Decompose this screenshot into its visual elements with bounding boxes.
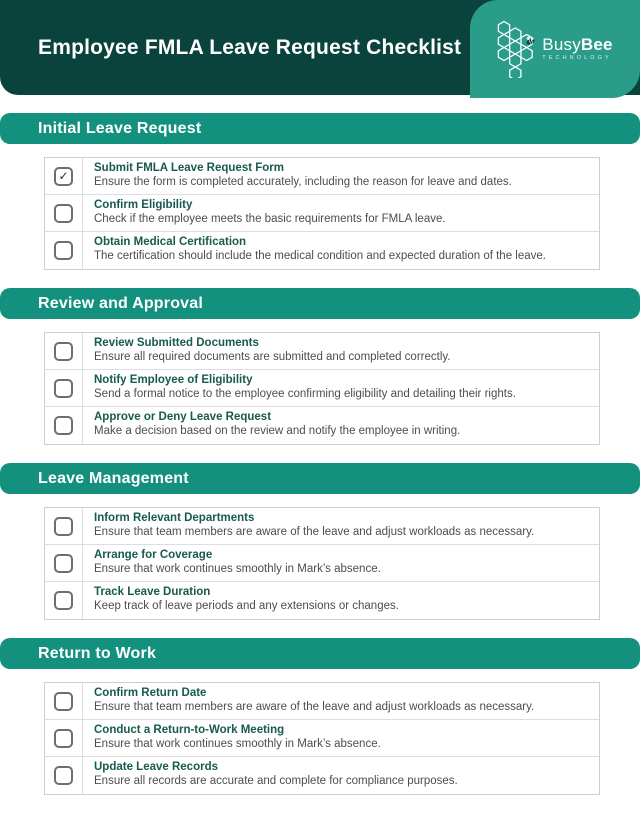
checklist-row bbox=[45, 720, 599, 757]
logo-name-regular: Busy bbox=[542, 35, 581, 55]
item-text-cell bbox=[83, 158, 522, 194]
checklist-row bbox=[45, 508, 599, 545]
checkbox-unchecked[interactable] bbox=[54, 342, 73, 361]
checkbox-unchecked[interactable] bbox=[54, 517, 73, 536]
checkbox-unchecked[interactable] bbox=[54, 729, 73, 748]
checkbox-cell bbox=[45, 683, 83, 719]
item-text-cell bbox=[83, 545, 391, 581]
checkbox-cell bbox=[45, 582, 83, 619]
checkbox-unchecked[interactable] bbox=[54, 692, 73, 711]
logo-tagline: TECHNOLOGY bbox=[542, 55, 612, 62]
busybee-logo bbox=[497, 20, 612, 78]
item-title: Track Leave Duration bbox=[94, 586, 211, 598]
logo-panel bbox=[470, 0, 640, 98]
item-description: Keep track of leave periods and any extensions or changes. bbox=[94, 600, 399, 612]
checklist-table bbox=[44, 157, 600, 270]
checkbox-unchecked[interactable] bbox=[54, 416, 73, 435]
checkbox-cell bbox=[45, 757, 83, 794]
item-title: Approve or Deny Leave Request bbox=[94, 411, 272, 423]
item-title: Obtain Medical Certification bbox=[94, 236, 247, 248]
checklist-row bbox=[45, 195, 599, 232]
checklist-table bbox=[44, 682, 600, 795]
item-text-cell bbox=[83, 720, 391, 756]
item-description: Ensure the form is completed accurately, including the reason for leave and dates. bbox=[94, 176, 512, 188]
item-description: Send a formal notice to the employee confirming eligibility and detailing their rights. bbox=[94, 388, 516, 400]
section-header: Review and Approval bbox=[0, 288, 640, 319]
item-title: Update Leave Records bbox=[94, 761, 218, 773]
section-review-and-approval bbox=[0, 288, 640, 445]
item-description: Make a decision based on the review and notify the employee in writing. bbox=[94, 425, 461, 437]
item-description: The certification should include the medical condition and expected duration of the leave. bbox=[94, 250, 546, 262]
checklist-row bbox=[45, 333, 599, 370]
checkbox-unchecked[interactable] bbox=[54, 204, 73, 223]
section-leave-management bbox=[0, 463, 640, 620]
item-description: Ensure all records are accurate and complete for compliance purposes. bbox=[94, 775, 458, 787]
bee-icon bbox=[526, 37, 536, 46]
item-title: Review Submitted Documents bbox=[94, 337, 259, 349]
item-text-cell bbox=[83, 757, 468, 794]
checklist-row bbox=[45, 158, 599, 195]
item-description: Ensure that work continues smoothly in Mark’s absence. bbox=[94, 563, 381, 575]
checkbox-unchecked[interactable] bbox=[54, 554, 73, 573]
item-text-cell bbox=[83, 333, 460, 369]
checklist-table bbox=[44, 332, 600, 445]
section-header: Initial Leave Request bbox=[0, 113, 640, 144]
item-title: Notify Employee of Eligibility bbox=[94, 374, 253, 386]
logo-name bbox=[542, 36, 612, 53]
section-header: Leave Management bbox=[0, 463, 640, 494]
checkbox-unchecked[interactable] bbox=[54, 379, 73, 398]
checklist-row bbox=[45, 407, 599, 444]
section-return-to-work bbox=[0, 638, 640, 795]
section-header: Return to Work bbox=[0, 638, 640, 669]
item-text-cell bbox=[83, 407, 470, 444]
checkbox-cell bbox=[45, 407, 83, 444]
checkbox-cell bbox=[45, 370, 83, 406]
checklist-row bbox=[45, 683, 599, 720]
section-initial-leave-request bbox=[0, 113, 640, 270]
checkbox-unchecked[interactable] bbox=[54, 241, 73, 260]
item-title: Submit FMLA Leave Request Form bbox=[94, 162, 284, 174]
checkbox-cell bbox=[45, 508, 83, 544]
item-text-cell bbox=[83, 232, 556, 269]
item-description: Check if the employee meets the basic requirements for FMLA leave. bbox=[94, 213, 446, 225]
item-text-cell bbox=[83, 582, 409, 619]
item-title: Confirm Eligibility bbox=[94, 199, 193, 211]
item-title: Inform Relevant Departments bbox=[94, 512, 255, 524]
checkbox-cell bbox=[45, 232, 83, 269]
checklist-row bbox=[45, 582, 599, 619]
logo-text bbox=[542, 36, 612, 62]
check-icon: ✓ bbox=[58, 169, 69, 183]
checkbox-cell bbox=[45, 158, 83, 194]
item-title: Arrange for Coverage bbox=[94, 549, 213, 561]
checkbox-cell bbox=[45, 545, 83, 581]
page-header bbox=[0, 0, 640, 95]
item-description: Ensure that team members are aware of the leave and adjust workloads as necessary. bbox=[94, 526, 535, 538]
item-text-cell bbox=[83, 370, 526, 406]
logo-name-bold: Bee bbox=[580, 35, 613, 55]
item-text-cell bbox=[83, 683, 544, 719]
checkbox-cell bbox=[45, 333, 83, 369]
item-description: Ensure all required documents are submitted and completed correctly. bbox=[94, 351, 451, 363]
checklist-row bbox=[45, 545, 599, 582]
item-description: Ensure that team members are aware of the leave and adjust workloads as necessary. bbox=[94, 701, 535, 713]
checkbox-unchecked[interactable] bbox=[54, 766, 73, 785]
item-title: Confirm Return Date bbox=[94, 687, 207, 699]
item-text-cell bbox=[83, 195, 456, 231]
honeycomb-logo-icon bbox=[497, 20, 537, 78]
checklist-row bbox=[45, 757, 599, 794]
checkbox-checked[interactable] bbox=[54, 167, 73, 186]
checklist-row bbox=[45, 232, 599, 269]
checkbox-cell bbox=[45, 720, 83, 756]
checkbox-unchecked[interactable] bbox=[54, 591, 73, 610]
checklist-table bbox=[44, 507, 600, 620]
item-description: Ensure that work continues smoothly in Mark’s absence. bbox=[94, 738, 381, 750]
checkbox-cell bbox=[45, 195, 83, 231]
checklist-row bbox=[45, 370, 599, 407]
page-title: Employee FMLA Leave Request Checklist bbox=[38, 35, 462, 59]
item-title: Conduct a Return-to-Work Meeting bbox=[94, 724, 285, 736]
item-text-cell bbox=[83, 508, 544, 544]
